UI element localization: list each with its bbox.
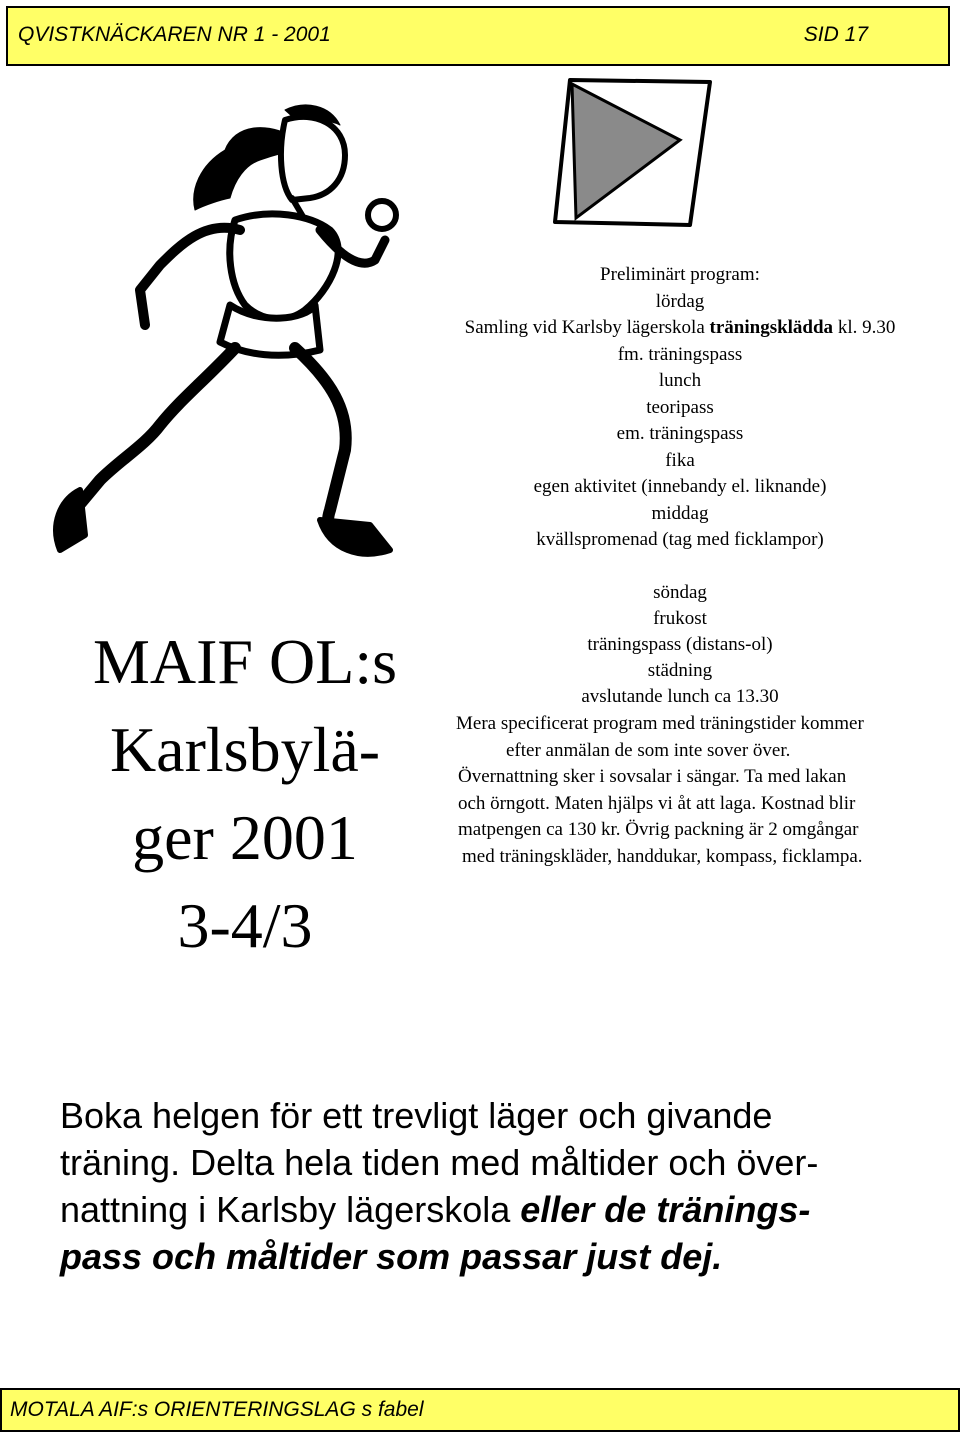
notes-line: och örngott. Maten hjälps vi åt att laga. Kostnad blir	[458, 792, 856, 814]
event-title-line: Karlsbylä-	[109, 714, 381, 785]
program-notes	[456, 711, 936, 870]
notes-line: Mera specificerat program med träningstider kommer	[456, 713, 864, 734]
program-item: kvällspromenad (tag med ficklampor)	[536, 529, 824, 550]
booking-emphasis: eller de tränings-	[520, 1189, 811, 1230]
saturday-label: lördag	[655, 290, 705, 312]
gathering-emphasis: träningsklädda	[709, 317, 834, 338]
gathering-line: Samling vid Karlsby lägerskola träningsklädda kl. 9.30	[464, 317, 896, 338]
event-title-line: MAIF OL:s	[92, 626, 398, 697]
publication-title: QVISTKNÄCKAREN NR 1 - 2001	[18, 23, 331, 46]
program-item: frukost	[653, 608, 707, 629]
program-item: fika	[665, 449, 695, 471]
program-item: lunch	[658, 370, 702, 391]
orienteering-control-flag-icon	[540, 60, 720, 240]
saturday-program	[430, 262, 930, 554]
footer-bar	[0, 1388, 960, 1432]
program-item: städning	[647, 660, 713, 681]
page-number: SID 17	[803, 23, 868, 46]
header-bar	[6, 6, 950, 66]
notes-line: efter anmälan de som inte sover över.	[506, 739, 791, 761]
program-item: avslutande lunch ca 13.30	[581, 686, 779, 707]
program-item: teoripass	[646, 396, 714, 418]
sunday-program	[430, 580, 930, 710]
runner-illustration	[30, 80, 450, 580]
program-item: träningspass (distans-ol)	[587, 634, 773, 655]
program-item: fm. träningspass	[617, 343, 743, 365]
event-title	[40, 618, 450, 970]
event-title-line: 3-4/3	[177, 890, 313, 961]
sunday-label: söndag	[653, 582, 707, 603]
booking-line	[60, 1233, 940, 1280]
event-title-line: ger 2001	[132, 802, 358, 873]
notes-line: Övernattning sker i sovsalar i sängar. Ta med lakan	[458, 766, 847, 787]
program-heading: Preliminärt program:	[600, 264, 760, 285]
program-item: egen aktivitet (innebandy el. liknande)	[533, 476, 827, 497]
booking-paragraph	[60, 1092, 940, 1280]
booking-line: träning. Delta hela tiden med måltider och över-	[60, 1142, 819, 1183]
program-item: middag	[651, 502, 709, 524]
booking-emphasis: pass och måltider som passar just dej.	[60, 1236, 723, 1277]
club-name: MOTALA AIF:s ORIENTERINGSLAG s fabel	[10, 1398, 424, 1421]
booking-line: Boka helgen för ett trevligt läger och givande	[60, 1095, 773, 1136]
program-item: em. träningspass	[616, 423, 744, 444]
notes-line: matpengen ca 130 kr. Övrig packning är 2 omgångar	[458, 819, 859, 840]
notes-line: med träningskläder, handdukar, kompass, ficklampa.	[462, 845, 863, 867]
booking-line: nattning i Karlsby lägerskola eller de tränings-	[60, 1189, 811, 1230]
